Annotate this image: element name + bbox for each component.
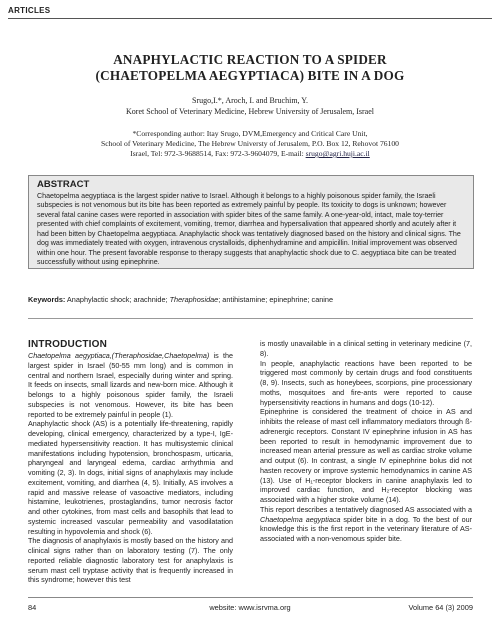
keywords-italic: Theraphosidae [169, 295, 219, 304]
intro-paragraph-2: Anaphylactic shock (AS) is a potentially life-threatening, rapidly developing, clinical emergency, characterized by a type-I, IgE-mediated hypersensitivity reaction. It has multisystemic clinical manifestations including hypotension, bronchospasm, urticaria, pharyngeal and laryngeal edema, cardiac arrhythmia and vomiting (2, 3). In dogs, initial signs of anaphylaxis may include excitement, vomiting, and diarrhea (4, 5). Initially, AS involves a rapid and massive release of vasoactive mediators, including histamine, leukotrienes, prostaglandins, tumor necrosis factor and other cytokines, from mast cells and basophils that lead to systemic increased vascular permeability and vasodilatation resulting in hypovolemia and shock (6). [28, 419, 233, 536]
volume-info: Volume 64 (3) 2009 [408, 603, 473, 612]
column-left [28, 339, 233, 585]
page-number: 84 [28, 603, 37, 612]
intro-paragraph-1 [28, 351, 233, 419]
intro-paragraph-5: In people, anaphylactic reactions have been reported to be triggered most commonly by certain drugs and food constituents (8, 9). Insects, such as honeybees, scorpions, pine processionary moths, mosquitoes and fire-ants were reported to cause hypersensitivity reactions in humans and dogs (10-12). [260, 358, 472, 407]
author-names: Srugo,I.*, Aroch, I. and Bruchim, Y. [192, 96, 308, 105]
intro-paragraph-4: is mostly unavailable in a clinical setting in veterinary medicine (7, 8). [260, 339, 472, 358]
keywords-post: ; antihistamine; epinephrine; canine [218, 295, 334, 304]
intro-paragraph-1-text: is the largest spider in Israel (50-55 mm long) and is common in central and northern Israel, especially during winter and spring. It feeds on insects, small lizards and new-born mice. Although it belongs to a highly poisonous spider family, the Israeli subspecies is not venomous. However, its bite has been reported to be extremely painful in people (1). [28, 351, 233, 419]
species-name: Chaetopelma aegyptiaca,(Theraphosidae,Chaetopelma) [28, 351, 210, 360]
keywords-label: Keywords: [28, 295, 66, 304]
introduction-heading: INTRODUCTION [28, 339, 108, 350]
footer-divider [28, 597, 473, 598]
correspondence-line-2: School of Veterinary Medicine, The Hebrew Universty of Jerusalem, P.O. Box 12, Rehovot 76100 [101, 139, 399, 148]
journal-website[interactable]: website: www.isrvma.org [209, 603, 291, 612]
abstract-box [28, 175, 474, 269]
intro-paragraph-3: The diagnosis of anaphylaxis is mostly based on the history and clinical signs rather than on laboratory testing (7). The only reported reliable diagnostic laboratory test for anaphylaxis is serum mast cell tryptase activity that is frequently increased in this syndrome; however this test [28, 536, 233, 585]
keywords-line [28, 295, 473, 305]
author-block [0, 95, 500, 117]
contact-numbers: Israel, Tel: 972-3-9688514, Fax: 972-3-9604079, E-mail: [130, 149, 306, 158]
intro-paragraph-7-post: spider bite in a dog. To the best of our knowledge this is the first report in the veterinary literature of AS-associated with a non-venomous spider bite. [260, 514, 473, 543]
species-name-2: Chaetopelma aegyptiaca [260, 514, 341, 524]
keywords-divider [28, 318, 473, 319]
article-title [0, 52, 500, 84]
title-line-1: ANAPHYLACTIC REACTION TO A SPIDER [113, 52, 387, 67]
abstract-heading: ABSTRACT [37, 179, 90, 190]
correspondence-block [0, 129, 500, 159]
header-divider [8, 18, 492, 19]
intro-paragraph-7 [260, 505, 472, 544]
title-line-2: (CHAETOPELMA AEGYPTIACA) BITE IN A DOG [95, 68, 405, 83]
correspondence-line-3 [0, 149, 500, 159]
correspondence-line-1: *Corresponding author: Itay Srugo, DVM,Emergency and Critical Care Unit, [132, 129, 368, 138]
keywords-pre: Anaphylactic shock; arachnide; [65, 295, 170, 304]
intro-paragraph-7-pre: This report describes a tentatively diagnosed AS associated with a [260, 504, 472, 514]
section-label: ARTICLES [8, 6, 51, 15]
author-affiliation: Koret School of Veterinary Medicine, Hebrew University of Jerusalem, Israel [126, 107, 374, 116]
abstract-text: Chaetopelma aegyptiaca is the largest spider native to Israel. Although it belongs to a highly poisonous spider family, the Israeli subspecies is not venomous but its bite has been reported as extremely painful by people. Its toxicity to dogs is unknown; however several fatal canine cases were reported in association with spider bites of the same family. A one-year-old, intact, male toy-terrier presented with chief complaints of excitement, vomiting, tremor, diarrhea and hypersalivation that appeared shortly and acutely after it had been bitten by Chaetopelma aegyptiaca. Anaphylactic shock was tentatively diagnosed based on the history and clinical signs. The dog was immediately treated with oxygen, intravenous crystalloids, diphenhydramine and ampicillin. Initial improvement was observed within one hour. The present favorable response to therapy suggests that anaphylactic shock due to C. aegyptiaca bite can be treated successfully without using epinephrine. [37, 192, 461, 267]
email-link[interactable]: srugo@agri.huji.ac.il [305, 149, 370, 158]
intro-paragraph-6: Epinephrine is considered the treatment of choice in AS and inhibits the release of mast cell inflammatory mediators through ß-adrenergic receptors. Constant IV epinephrine infusion in AS has been reported to result in hemodynamic improvement due to increased mean arterial pressure as well as cardiac stroke volume and output (6). In contrast, a single IV epinephrine bolus did not hasten recovery or improve systemic hemodynamics in canine AS (13). Use of H₁-receptor blockers in canine anaphylaxis led to improved cardiac function, and H₂-receptor blocking was associated with a higher stroke volume (14). [260, 407, 472, 504]
column-right [260, 339, 472, 544]
